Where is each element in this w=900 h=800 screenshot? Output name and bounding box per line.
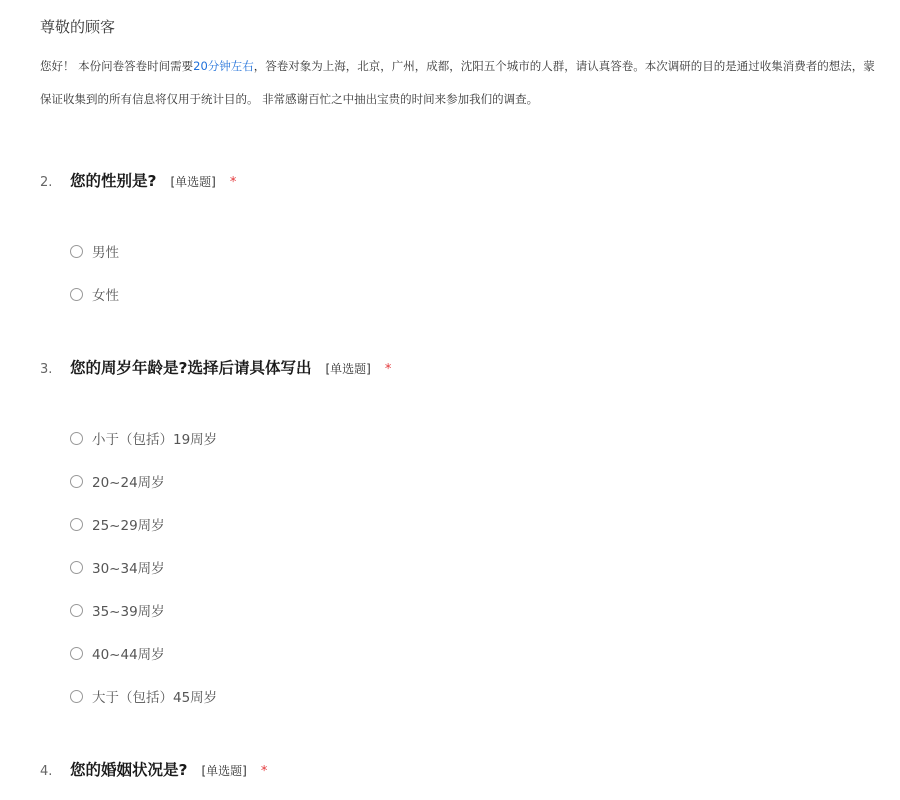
- option-label: 小于（包括）19周岁: [92, 432, 218, 448]
- question-number: 4.: [40, 764, 53, 779]
- greeting-heading: 尊敬的顾客: [40, 18, 116, 36]
- option-female[interactable]: [70, 284, 119, 304]
- option-label: 35~39周岁: [92, 604, 165, 620]
- radio-button[interactable]: [70, 432, 83, 445]
- question-age: [40, 356, 900, 706]
- radio-button[interactable]: [70, 561, 83, 574]
- option-age-over-45[interactable]: [70, 686, 217, 706]
- option-label: 25~29周岁: [92, 518, 165, 534]
- option-male[interactable]: [70, 241, 119, 261]
- question-title: 您的性别是?: [70, 172, 157, 190]
- intro-duration-highlight: 20分钟左右: [193, 59, 254, 73]
- radio-button[interactable]: [70, 690, 83, 703]
- question-number: 2.: [40, 175, 53, 190]
- required-mark: *: [260, 764, 268, 779]
- option-label: 大于（包括）45周岁: [92, 690, 218, 706]
- radio-button[interactable]: [70, 604, 83, 617]
- intro-text-before: 您好！ 本份问卷答卷时间需要: [40, 59, 194, 73]
- option-age-25-29[interactable]: [70, 514, 165, 534]
- intro-paragraph-line-1: [40, 58, 875, 74]
- question-number: 3.: [40, 362, 53, 377]
- option-label: 30~34周岁: [92, 561, 165, 577]
- intro-text-after: ，答卷对象为上海，北京，广州，成都，沈阳五个城市的人群，请认真答卷。本次调研的目的是通过收集消费者的想法，蒙: [253, 59, 875, 73]
- question-title: 您的婚姻状况是?: [70, 761, 188, 779]
- question-type-label: [单选题]: [325, 362, 371, 376]
- radio-button[interactable]: [70, 518, 83, 531]
- question-header: [40, 356, 900, 378]
- radio-button[interactable]: [70, 475, 83, 488]
- option-age-35-39[interactable]: [70, 600, 165, 620]
- option-age-40-44[interactable]: [70, 643, 165, 663]
- radio-button[interactable]: [70, 647, 83, 660]
- option-age-20-24[interactable]: [70, 471, 165, 491]
- question-title: 您的周岁年龄是?选择后请具体写出: [70, 359, 312, 377]
- option-label: 女性: [92, 288, 119, 304]
- radio-button[interactable]: [70, 288, 83, 301]
- question-header: [40, 169, 900, 191]
- required-mark: *: [229, 175, 237, 190]
- option-label: 40~44周岁: [92, 647, 165, 663]
- question-header: [40, 758, 900, 780]
- required-mark: *: [384, 362, 392, 377]
- option-label: 男性: [92, 245, 119, 261]
- question-gender: [40, 169, 900, 304]
- radio-button[interactable]: [70, 245, 83, 258]
- question-type-label: [单选题]: [170, 175, 216, 189]
- question-type-label: [单选题]: [201, 764, 247, 778]
- question-marital-status: [40, 758, 900, 780]
- option-age-30-34[interactable]: [70, 557, 165, 577]
- intro-paragraph-line-2: 保证收集到的所有信息将仅用于统计目的。 非常感谢百忙之中抽出宝贵的时间来参加我们的调查。: [40, 92, 539, 106]
- option-age-under-19[interactable]: [70, 428, 217, 448]
- option-label: 20~24周岁: [92, 475, 165, 491]
